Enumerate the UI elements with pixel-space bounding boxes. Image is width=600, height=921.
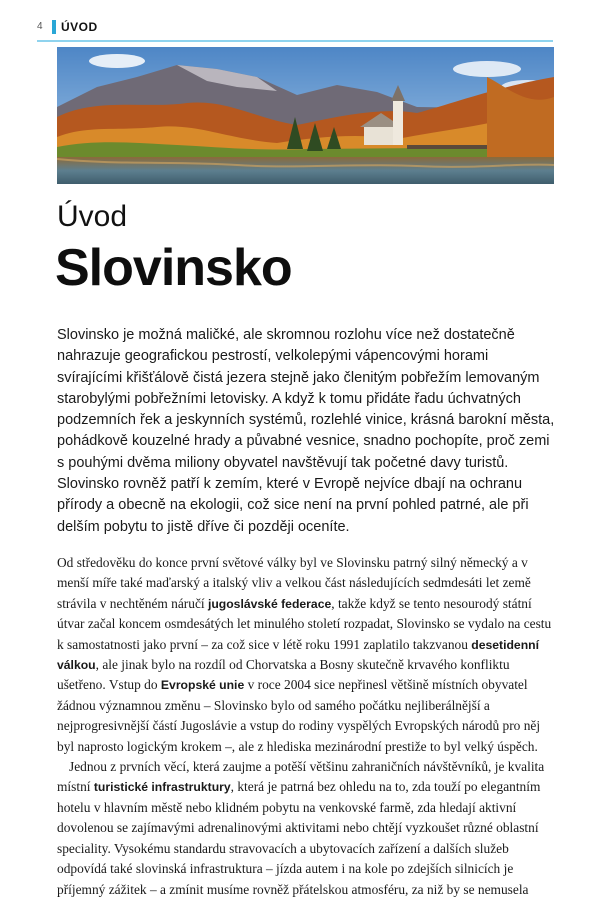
text-run: , která je patrná bez ohledu na to, zda touží po elegantním hotelu v hlavním městě nebo klidném pobytu na venkovské farmě, zda hledají aktivní dovolenou se zajímavými adrenalinovými aktivitami nebo chtějí vyzkoušet různé oblastní speciality. Vysokému standardu stravovacích a ubytovacích zařízení a dalších služeb odpovídá také slovinská infrastruktura – jízda autem i na kole po zdejších silnicích je příjemný zážitek – a zmínit musíme rovněž přátelskou atmosféru, za niž by se nemusela — [57, 779, 541, 897]
lake-landscape-illustration — [57, 47, 554, 184]
church-nave — [364, 125, 398, 145]
text-run: , ale jinak bylo na rozdíl od Chorvatska a Bosny skutečně krvavého konfliktu ušetřeno. Vstup do — [57, 657, 510, 693]
lake — [57, 157, 554, 184]
keyword-jugoslavska-federace: jugoslávské federace — [207, 596, 332, 611]
cloud — [89, 54, 145, 68]
header-accent-bar — [52, 20, 56, 34]
church-tower — [393, 99, 403, 145]
text-run: Od středověku do konce první světové války byl ve Slovinsku patrný silný německý a v menší míře také maďarský a italský vliv a velkou část následujících sedmdesáti let země strávila v nechtěném náručí — [57, 555, 531, 611]
page-number: 4 — [37, 21, 43, 32]
header-section-title: ÚVOD — [61, 20, 98, 34]
hero-photo — [57, 47, 554, 184]
keyword-desetidenni-valka: desetidenní válkou — [57, 637, 539, 673]
page-title: Slovinsko — [55, 239, 292, 297]
body-text — [57, 553, 555, 900]
text-run: Jednou z prvních věcí, která zaujme a potěší většinu zahraničních návštěvníků, je kvalita místní — [57, 759, 545, 795]
bridge — [407, 145, 487, 149]
intro-paragraph: Slovinsko je možná maličké, ale skromnou rozlohu více než dostatečně nahrazuje geografickou pestrostí, velkolepými vápencovými horami svírajícími křišťálově čistá jezera stejně jako členitým pobřežím lemovaným starobylými pobřežními letovisky. A když k tomu přidáte řadu úchvatných podzemních řek a jeskynních systémů, rozlehlé vinice, krásná barokní města, pohádkově kouzelné hrady a půvabné vesnice, snadno pochopíte, proč zemi s pouhými dvěma miliony obyvatel navštěvují tak početné davy turistů. Slovinsko rovněž patří k zemím, které v Evropě nejvíce dbají na ochranu přírody a obecně na ekologii, což sice není na první pohled patrné, ale při delším pobytu to jistě dříve či později oceníte. — [57, 327, 555, 535]
page-header — [37, 18, 553, 42]
keyword-evropska-unie: Evropské unie — [160, 678, 245, 693]
text-run: , takže když se tento nesourodý státní útvar začal koncem osmdesátých let minulého století rozpadat, Slovinsko se vydalo na cestu k samostatnosti jako první – za což sice v létě roku 1991 zaplatilo takzvanou — [57, 595, 552, 652]
cloud — [453, 61, 521, 77]
keyword-turisticka-infrastruktura: turistické infrastruktury — [93, 780, 231, 795]
section-label: Úvod — [57, 200, 128, 233]
body-paragraph-2 — [57, 757, 555, 900]
text-run: v roce 2004 sice nepřinesl většině místních obyvatel žádnou významnou změnu – Slovinsko bylo od samého počátku nejliberálnější a nejprogresivnější částí Jugoslávie a vstup do rodiny vyspělých Evropských národů pro něj byl naprosto logickým krokem –, ale z hlediska mezinárodní prestiže to byl velký úspěch. — [57, 677, 541, 754]
body-paragraph-1 — [57, 553, 555, 757]
